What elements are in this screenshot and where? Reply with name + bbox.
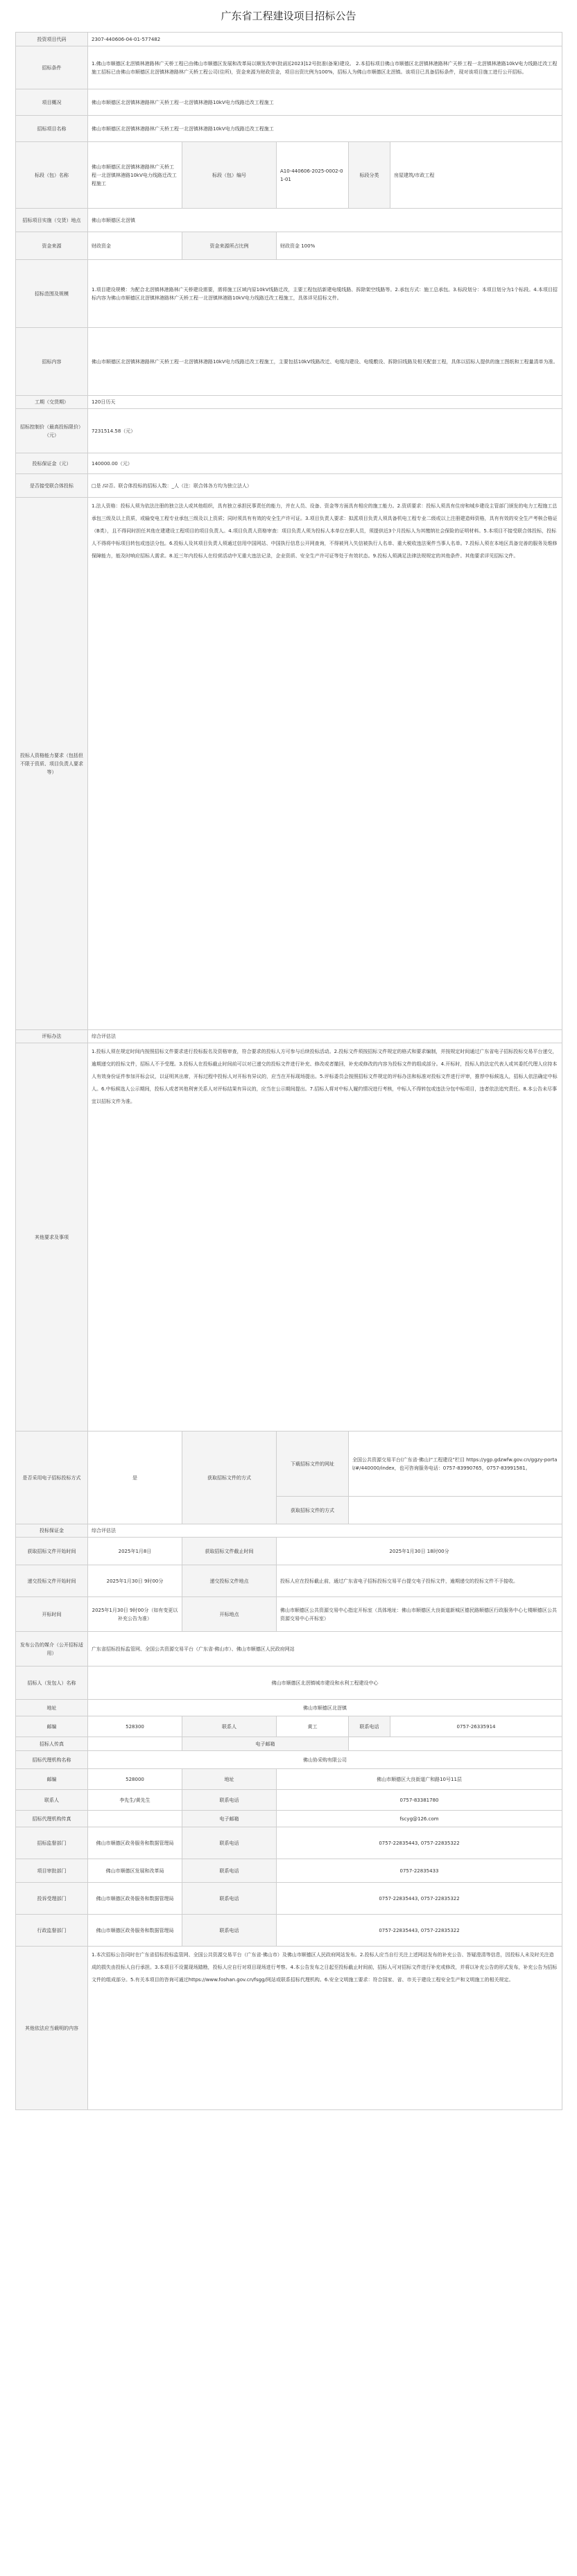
value-funds-source: 财政资金 — [88, 232, 182, 260]
label-open-time: 开标时间 — [16, 1597, 88, 1632]
value-tenderer-contact: 黄工 — [277, 1716, 349, 1737]
value-agency: 佛山协采购有限公司 — [88, 1751, 562, 1769]
value-agency-fax — [88, 1811, 182, 1827]
value-project-overview: 佛山市顺德区北滘镇林港路林广天桥工程一北滘镇林港路10kV电力线路迁改工程施工 — [88, 89, 562, 116]
value-tenderer-email — [349, 1737, 562, 1751]
value-admin-supervision: 佛山市顺德区政务服务和数据管理局 — [88, 1915, 182, 1947]
label-agency-addr: 地址 — [182, 1769, 277, 1790]
row-tenderer — [16, 1666, 562, 1700]
label-project-code: 投资项目代码 — [16, 33, 88, 46]
label-agency: 招标代理机构名称 — [16, 1751, 88, 1769]
label-supervision-phone: 联系电话 — [182, 1827, 277, 1859]
label-tenderer-fax: 招标人传真 — [16, 1737, 88, 1751]
value-other-content: 1.本次招标公告同时在广东省招标投标监管网、全国公共资源交易平台（广东省·佛山市）及佛山市顺德区人民政府网站发布。2.投标人应当自行关注上述网站发布的补充公告、答疑澄清等信息，因投标人未及时关注造成的损失由投标人自行承担。3.本项目不设置现场踏勘，投标人应自行对项目现场进行考察。4.本公告发布之日起至投标截止时间前，招标人可对招标文件进行补充或修改，并将以补充公告的形式发布，补充公告为招标文件的组成部分。5.有关本项目的咨询可通过https://www.foshan.gov.cn/fsgg/网站或联系招标代理机构。6.安全文明施工要求：符合国家、省、市关于建设工程安全生产和文明施工的相关规定。 — [88, 1947, 562, 2110]
value-media: 广东省招标投标监管网、全国公共资源交易平台（广东省·佛山市）、佛山市顺德区人民政府网站 — [88, 1632, 562, 1666]
label-content: 招标内容 — [16, 328, 88, 396]
value-tenderer-addr: 佛山市顺德区北滘镇 — [88, 1700, 562, 1716]
row-tenderer-addr — [16, 1700, 562, 1716]
value-evaluation: 综合评估法 — [88, 1030, 562, 1043]
row-other-requirements — [16, 1043, 562, 1431]
value-tenderer-fax — [88, 1737, 182, 1751]
row-agency — [16, 1751, 562, 1769]
value-approval-phone: 0757-22835433 — [277, 1859, 562, 1883]
label-tenderer: 招标人（发包人）名称 — [16, 1666, 88, 1700]
label-consortium: 是否接受联合体投标 — [16, 474, 88, 498]
value-content: 佛山市顺德区北滘镇林港路林广天桥工程一北滘镇林港路10kV电力线路迁改工程施工，主要包括10kV线路改迁、电缆沟建设、电缆敷设、拆除旧线路及相关配套工程，具体以招标人提供的施工图纸和工程量清单为准。 — [88, 328, 562, 396]
value-other-requirements: 1.投标人须在规定时间内按照招标文件要求进行投标报名及资格审查，符合要求的投标人方可参与后续投标活动。2.投标文件须按招标文件规定的格式和要求编制，并按规定时间通过广东省电子招标投标交易平台递交，逾期递交的投标文件，招标人不予受理。3.投标人在投标截止时间前可以对已递交的投标文件进行补充、修改或者撤回，补充或修改的内容为投标文件的组成部分。4.开标时，投标人的法定代表人或其委托代理人应持本人有效身份证件参加开标会议，以证明其出席，开标过程中投标人对开标有异议的，应当在开标现场提出。5.评标委员会按照招标文件规定的评标办法和标准对投标文件进行评审，推荐中标候选人，招标人依法确定中标人。6.中标候选人公示期间，投标人或者其他利害关系人对评标结果有异议的，应当在公示期间提出。7.招标人将对中标人履约情况进行考核，中标人不得转包或违法分包中标项目，违者依法追究责任。8.本公告未尽事宜以招标文件为准。 — [88, 1043, 562, 1431]
label-download-url: 下载招标文件的网址 — [277, 1431, 349, 1497]
value-location: 佛山市顺德区北滘镇 — [88, 209, 562, 232]
notice-table — [15, 32, 562, 2110]
label-open-addr: 开标地点 — [182, 1597, 277, 1632]
label-submit-addr: 递交投标文件地点 — [182, 1565, 277, 1597]
row-agency-email — [16, 1811, 562, 1827]
value-agency-phone: 0757-83381780 — [277, 1790, 562, 1811]
value-agency-addr: 佛山市顺德区大良街道广和路10号11层 — [277, 1769, 562, 1790]
label-other-content: 其他依法应当载明的内容 — [16, 1947, 88, 2110]
label-funds-ratio: 资金来源所占比例 — [182, 232, 277, 260]
label-approval: 项目审批部门 — [16, 1859, 88, 1883]
row-project-name — [16, 116, 562, 142]
value-agency-email: fscyg@126.com — [277, 1811, 562, 1827]
value-tender-conditions: 1.佛山市顺德区北滘镇林港路林广天桥工程已由佛山市顺德区发展和改革局以顺发改审(批函)[2023]12号批准(备案)建设。 2.本招标项目佛山市顺德区北滘镇林港路林广天桥工程一北滘镇林港路10kV电力线路迁改工程施工招标已由佛山市顺德区北滘镇林港路林广天桥工程公司(住所)，资金来源为财政资金，项目出资比例为100%，招标人为佛山市顺德区北滘镇。该项目已具备招标条件，现对该项目施工进行公开招标。 — [88, 46, 562, 89]
label-tenderer-zip: 邮编 — [16, 1716, 88, 1737]
value-tenderer-zip: 528300 — [88, 1716, 182, 1737]
row-admin-supervision — [16, 1915, 562, 1947]
label-agency-zip: 邮编 — [16, 1769, 88, 1790]
value-tenderer: 佛山市顺德区北滘镇城市建设和水利工程建设中心 — [88, 1666, 562, 1700]
row-project-overview — [16, 89, 562, 116]
value-agency-contact: 李先生/黄先生 — [88, 1790, 182, 1811]
row-complaint — [16, 1883, 562, 1915]
value-complaint: 佛山市顺德区政务服务和数据管理局 — [88, 1883, 182, 1915]
label-admin-supervision: 行政监督部门 — [16, 1915, 88, 1947]
label-period: 工期（交货期） — [16, 396, 88, 409]
row-open — [16, 1597, 562, 1632]
label-supervision: 招标监督部门 — [16, 1827, 88, 1859]
label-agency-contact: 联系人 — [16, 1790, 88, 1811]
value-tenderer-phone: 0757-26335914 — [390, 1716, 562, 1737]
label-tender-conditions: 招标条件 — [16, 46, 88, 89]
row-fee — [16, 1524, 562, 1538]
label-section-name: 标段（包）名称 — [16, 142, 88, 209]
value-complaint-phone: 0757-22835443, 0757-22835322 — [277, 1883, 562, 1915]
label-doc-end: 获取招标文件截止时间 — [182, 1538, 277, 1565]
value-open-addr: 佛山市顺德区公共资源交易中心指定开标室（具体地址：佛山市顺德区大良街道新城区德民路顺德区行政服务中心七楼顺德区公共资源交易中心开标室） — [277, 1597, 562, 1632]
value-submit-addr: 投标人应在投标截止前，通过广东省电子招标投标交易平台提交电子投标文件，逾期递交的投标文件不予接收。 — [277, 1565, 562, 1597]
value-e-bid: 是 — [88, 1431, 182, 1524]
row-e-bid — [16, 1431, 562, 1497]
value-supervision: 佛山市顺德区政务服务和数据管理局 — [88, 1827, 182, 1859]
label-approval-phone: 联系电话 — [182, 1859, 277, 1883]
row-other-content — [16, 1947, 562, 2110]
row-deposit — [16, 453, 562, 474]
label-ceiling: 招标控制价（最高投标限价）（元） — [16, 409, 88, 453]
value-supervision-phone: 0757-22835443, 0757-22835322 — [277, 1827, 562, 1859]
label-location: 招标项目实施（交货）地点 — [16, 209, 88, 232]
row-section-name — [16, 142, 562, 209]
value-scope: 1.项目建设规模：为配合北滘镇林港路林广天桥建设需要，需将施工区域内原10kV线路迁改，主要工程包括新建电缆线路、拆除架空线路等。2.承包方式：施工总承包。3.标段划分：本项目划分为1个标段。4.本项目招标内容为佛山市顺德区北滘镇林港路林广天桥工程一北滘镇林港路10kV电力线路迁改工程施工，具体详见招标文件。 — [88, 260, 562, 328]
label-tenderer-contact: 联系人 — [182, 1716, 277, 1737]
label-agency-fax: 招标代理机构传真 — [16, 1811, 88, 1827]
row-period — [16, 396, 562, 409]
row-tender-conditions — [16, 46, 562, 89]
row-media — [16, 1632, 562, 1666]
value-approval: 佛山市顺德区发展和改革局 — [88, 1859, 182, 1883]
label-fee: 投标保证金 — [16, 1524, 88, 1538]
row-agency-addr — [16, 1769, 562, 1790]
value-deposit: 140000.00（元） — [88, 453, 562, 474]
label-project-overview: 项目概况 — [16, 89, 88, 116]
row-project-code — [16, 33, 562, 46]
value-project-name: 佛山市顺德区北滘镇林港路林广天桥工程一北滘镇林港路10kV电力线路迁改工程施工 — [88, 116, 562, 142]
value-doc-start: 2025年1月8日 — [88, 1538, 182, 1565]
row-qualification — [16, 498, 562, 1030]
page-title: 广东省工程建设项目招标公告 — [221, 10, 356, 22]
row-approval — [16, 1859, 562, 1883]
row-content — [16, 328, 562, 396]
label-admin-supervision-phone: 联系电话 — [182, 1915, 277, 1947]
row-scope — [16, 260, 562, 328]
label-complaint-phone: 联系电话 — [182, 1883, 277, 1915]
label-funds: 资金来源 — [16, 232, 88, 260]
label-evaluation: 评标办法 — [16, 1030, 88, 1043]
label-tenderer-email: 电子邮箱 — [182, 1737, 349, 1751]
label-doc-start: 获取招标文件开始时间 — [16, 1538, 88, 1565]
label-doc-obtain: 获取招标文件的方式 — [277, 1497, 349, 1524]
label-deposit: 投标保证金（元） — [16, 453, 88, 474]
label-agency-phone: 联系电话 — [182, 1790, 277, 1811]
row-location — [16, 209, 562, 232]
value-fee: 综合评估法 — [88, 1524, 562, 1538]
value-project-code: 2307-440606-04-01-577482 — [88, 33, 562, 46]
row-tenderer-contact — [16, 1716, 562, 1737]
row-tenderer-email — [16, 1737, 562, 1751]
label-media: 发布公告的媒介（公开招标适用） — [16, 1632, 88, 1666]
value-section-name: 佛山市顺德区北滘镇林港路林广天桥工程一北滘镇林港路10kV电力线路迁改工程施工 — [88, 142, 182, 209]
label-other-requirements: 其他要求及事项 — [16, 1043, 88, 1431]
value-ceiling: 7231514.58（元） — [88, 409, 562, 453]
value-agency-zip: 528000 — [88, 1769, 182, 1790]
row-funds — [16, 232, 562, 260]
label-tenderer-phone: 联系电话 — [349, 1716, 390, 1737]
label-agency-email: 电子邮箱 — [182, 1811, 277, 1827]
value-submit-start: 2025年1月30日 9时00分 — [88, 1565, 182, 1597]
row-doc-time — [16, 1538, 562, 1565]
value-consortium: □是 /☑否。联合体投标的招标人数：_人（注：联合体各方均为独立法人） — [88, 474, 562, 498]
value-category: 房屋建筑/市政工程 — [390, 142, 562, 209]
label-complaint: 投诉受理部门 — [16, 1883, 88, 1915]
row-evaluation — [16, 1030, 562, 1043]
value-qualification: 1.法人资格：投标人须为依法注册的独立法人或其他组织，具有独立承担民事责任的能力，并在人员、设备、资金等方面具有相应的施工能力。2.资质要求：投标人须具有住房和城乡建设主管部门颁发的电力工程施工总承包三级及以上资质，或输变电工程专业承包三级及以上资质；同时须具有有效的安全生产许可证。3.项目负责人要求：拟派项目负责人须具备机电工程专业二级或以上注册建造师资格，具有有效的安全生产考核合格证（B类），且不得同时担任其他在建建设工程项目的项目负责人。4.项目负责人资格审查：项目负责人须为投标人本单位在职人员，须提供近3个月投标人为其缴纳社会保险的证明材料。5.本项目不接受联合体投标，投标人不得将中标项目转包或违法分包。6.投标人及其项目负责人须通过信用中国网站、中国执行信息公开网查询，不得被列入失信被执行人名单、重大税收违法案件当事人名单。7.投标人须在本地区具备完善的服务及维修保障能力，能及时响应招标人需求。8.近三年内投标人在经营活动中无重大违法记录，企业资质、安全生产许可证等处于有效状态。9.投标人须满足法律法规规定的其他条件。其他要求详见招标文件。 — [88, 498, 562, 1030]
label-qualification: 投标人资格能力要求（包括但不限于资质、项目负责人要求等） — [16, 498, 88, 1030]
value-open-time: 2025年1月30日 9时00分（如有变更以补充公告为准） — [88, 1597, 182, 1632]
value-section-no: A10-440606-2025-0002-01-01 — [277, 142, 349, 209]
row-submit — [16, 1565, 562, 1597]
row-ceiling — [16, 409, 562, 453]
label-scope: 招标范围及规模 — [16, 260, 88, 328]
row-agency-contact — [16, 1790, 562, 1811]
value-doc-end: 2025年1月30日 18时00分 — [277, 1538, 562, 1565]
label-category: 标段分类 — [349, 142, 390, 209]
label-section-no: 标段（包）编号 — [182, 142, 277, 209]
value-doc-obtain — [349, 1497, 562, 1524]
row-supervision — [16, 1827, 562, 1859]
label-doc-way: 获取招标文件的方式 — [182, 1431, 277, 1524]
label-submit-start: 递交投标文件开始时间 — [16, 1565, 88, 1597]
value-admin-supervision-phone: 0757-22835443, 0757-22835322 — [277, 1915, 562, 1947]
value-funds-ratio: 财政资金 100% — [277, 232, 562, 260]
label-e-bid: 是否采用电子招标投标方式 — [16, 1431, 88, 1524]
value-period: 120日历天 — [88, 396, 562, 409]
row-consortium — [16, 474, 562, 498]
link-download-url[interactable]: 全国公共资源交易平台(广东省·佛山)“工程建设”栏目 https://ygp.gdzwfw.gov.cn/ggzy-portal/#/440000/index，也可咨询服务电话：0757-83990765，0757-83991581。 — [349, 1431, 562, 1497]
label-tenderer-addr: 地址 — [16, 1700, 88, 1716]
label-project-name: 招标项目名称 — [16, 116, 88, 142]
